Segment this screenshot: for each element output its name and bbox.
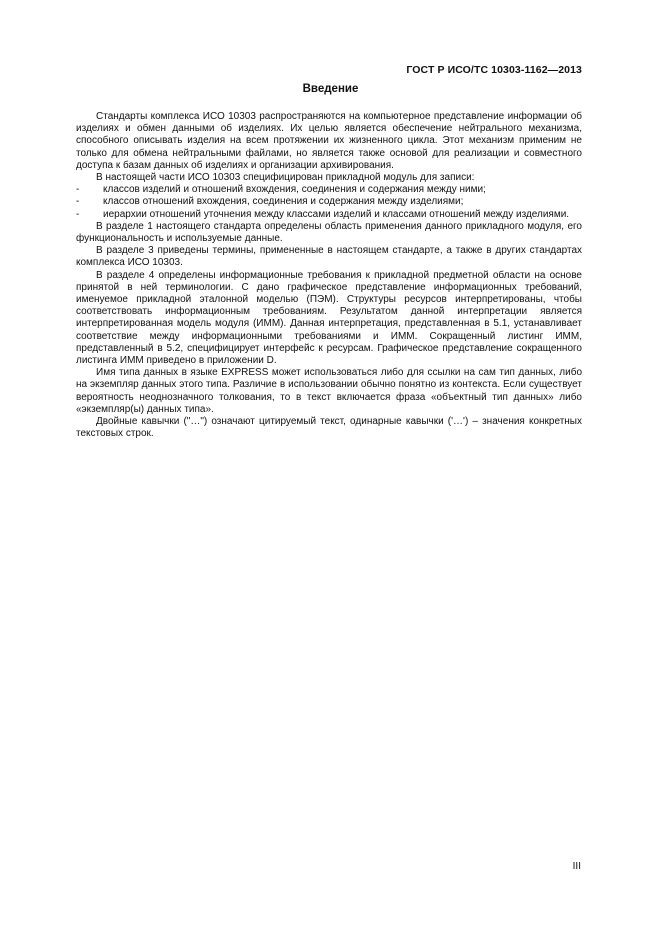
- paragraph-2: В настоящей части ИСО 10303 специфицирован прикладной модуль для записи:: [96, 172, 475, 184]
- paragraph-7: Двойные кавычки ("…") означают цитируемый текст, одинарные кавычки ('…') – значения конкретных текстовых строк.: [76, 416, 582, 440]
- list-dash: -: [76, 208, 80, 220]
- document-id: ГОСТ Р ИСО/ТС 10303-1162—2013: [406, 64, 582, 76]
- list-item-text: иерархии отношений уточнения между классами изделий и классами отношений между изделиями.: [103, 208, 570, 220]
- section-title: Введение: [302, 83, 359, 95]
- page-number: III: [572, 861, 581, 872]
- list-item-2: [76, 196, 582, 208]
- section-body: [76, 111, 582, 440]
- list-item-1: [76, 184, 582, 196]
- list-dash: -: [76, 184, 80, 196]
- paragraph-3: В разделе 1 настоящего стандарта определены область применения данного прикладного модуля, его функциональность и используемые данные.: [76, 220, 582, 245]
- paragraph-1: Стандарты комплекса ИСО 10303 распространяются на компьютерное представление информации об изделиях и обмен данными об изделиях. Их целью является обеспечение нейтрального механизма, способного описывать изделия на всем протяжении их жизненного цикла. Этот механизм применим не только для обмена нейтральными файлами, но является также основой для реализации и совместного доступа к базам данных об изделиях и организации архивирования.: [76, 111, 582, 171]
- list-item-3: [76, 209, 582, 221]
- list-dash: -: [76, 196, 80, 208]
- list-item-text: классов изделий и отношений вхождения, соединения и содержания между ними;: [103, 184, 486, 196]
- paragraph-4: В разделе 3 приведены термины, примененные в настоящем стандарте, а также в других стандартах комплекса ИСО 10303.: [76, 245, 582, 269]
- paragraph-5: В разделе 4 определены информационные требования к прикладной предметной области на основе принятой в ней терминологии. С дано графическое представление информационных требований, именуемое прикладной эталонной моделью (ПЭМ). Структуры ресурсов интерпретированы, чтобы соответствовать информационным требованиям. Результатом данной интерпретации является интерпретированная модель модуля (ИММ). Данная интерпретация, представленная в 5.1, устанавливает соответствие между информационными требованиями и ИММ. Сокращенный листинг ИММ, представленный в 5.2, специфицирует интерфейс к ресурсам. Графическое представление сокращенного листинга ИММ приведено в приложении D.: [76, 269, 582, 367]
- paragraph-6: Имя типа данных в языке EXPRESS может использоваться либо для ссылки на сам тип данных, либо на экземпляр данных этого типа. Различие в использовании обычно понятно из контекста. Если существует вероятность неоднозначного толкования, то в текст включается фраза «объектный тип данных» либо «экземпляр(ы) данных типа».: [76, 367, 582, 415]
- list-item-text: классов отношений вхождения, соединения и содержания между изделиями;: [103, 196, 464, 208]
